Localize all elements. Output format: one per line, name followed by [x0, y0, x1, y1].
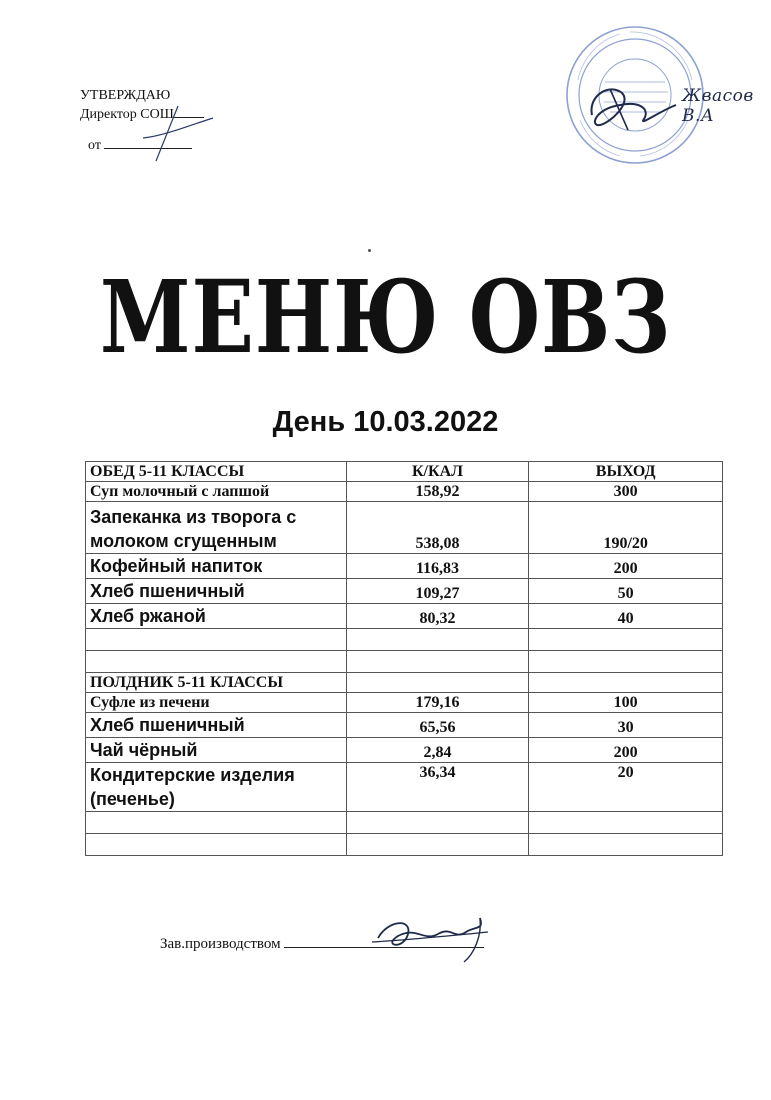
- output-cell: [529, 834, 723, 856]
- table-row: [86, 673, 723, 693]
- dish-name-cell: [86, 812, 347, 834]
- output-cell: [529, 812, 723, 834]
- table-row: [86, 834, 723, 856]
- menu-date: День 10.03.2022: [272, 406, 499, 438]
- dish-name-cell: Суфле из печени: [86, 693, 347, 713]
- output-cell: [529, 651, 723, 673]
- dish-name-cell: Суп молочный с лапшой: [86, 482, 347, 502]
- output-cell: 50: [529, 579, 723, 604]
- kcal-cell: 36,34: [346, 763, 529, 812]
- production-manager-signature-icon: [368, 906, 508, 966]
- dish-name-cell: Кондитерские изделия (печенье): [86, 763, 347, 812]
- table-row: [86, 554, 723, 579]
- kcal-cell: [346, 673, 529, 693]
- table-row: [86, 651, 723, 673]
- output-cell: 200: [529, 738, 723, 763]
- kcal-cell: 80,32: [346, 604, 529, 629]
- approval-date-line: от: [88, 136, 204, 155]
- stray-dot: [368, 249, 371, 252]
- kcal-cell: [346, 651, 529, 673]
- director-signature-icon: [138, 96, 218, 166]
- dish-name-cell: Чай чёрный: [86, 738, 347, 763]
- kcal-cell: 116,83: [346, 554, 529, 579]
- table-row: [86, 713, 723, 738]
- output-cell: 200: [529, 554, 723, 579]
- footer-label: Зав.производством: [160, 936, 281, 952]
- dish-name-cell: Запеканка из творога с молоком сгущенным: [86, 502, 347, 554]
- dish-name-cell: [86, 651, 347, 673]
- kcal-cell: 538,08: [346, 502, 529, 554]
- kcal-cell: 65,56: [346, 713, 529, 738]
- table-row: [86, 482, 723, 502]
- kcal-cell: 109,27: [346, 579, 529, 604]
- page-title: МЕНЮ ОВЗ: [99, 258, 672, 376]
- output-cell: 190/20: [529, 502, 723, 554]
- kcal-cell: 2,84: [346, 738, 529, 763]
- table-row: [86, 763, 723, 812]
- approval-director: Директор СОШ: [80, 105, 204, 124]
- kcal-cell: [346, 629, 529, 651]
- dish-name-cell: Хлеб ржаной: [86, 604, 347, 629]
- dish-name-cell: ОБЕД 5-11 КЛАССЫ: [86, 462, 347, 482]
- dish-name-cell: Хлеб пшеничный: [86, 579, 347, 604]
- output-cell: 30: [529, 713, 723, 738]
- dish-name-cell: ПОЛДНИК 5-11 КЛАССЫ: [86, 673, 347, 693]
- kcal-cell: К/КАЛ: [346, 462, 529, 482]
- output-cell: ВЫХОД: [529, 462, 723, 482]
- output-cell: 100: [529, 693, 723, 713]
- table-row: [86, 462, 723, 482]
- table-row: [86, 604, 723, 629]
- menu-table: [85, 461, 723, 856]
- output-cell: 20: [529, 763, 723, 812]
- approval-heading: УТВЕРЖДАЮ: [80, 88, 171, 103]
- table-row: [86, 502, 723, 554]
- table-row: [86, 629, 723, 651]
- principal-signature-name: Жвасов В.А: [682, 86, 754, 126]
- output-cell: 300: [529, 482, 723, 502]
- dish-name-cell: [86, 629, 347, 651]
- dish-name-cell: Хлеб пшеничный: [86, 713, 347, 738]
- menu-table-body: [86, 462, 723, 856]
- table-row: [86, 812, 723, 834]
- dish-name-cell: Кофейный напиток: [86, 554, 347, 579]
- table-row: [86, 693, 723, 713]
- kcal-cell: 179,16: [346, 693, 529, 713]
- dish-name-cell: [86, 834, 347, 856]
- output-cell: 40: [529, 604, 723, 629]
- output-cell: [529, 673, 723, 693]
- table-row: [86, 579, 723, 604]
- table-row: [86, 738, 723, 763]
- kcal-cell: [346, 812, 529, 834]
- output-cell: [529, 629, 723, 651]
- kcal-cell: [346, 834, 529, 856]
- kcal-cell: 158,92: [346, 482, 529, 502]
